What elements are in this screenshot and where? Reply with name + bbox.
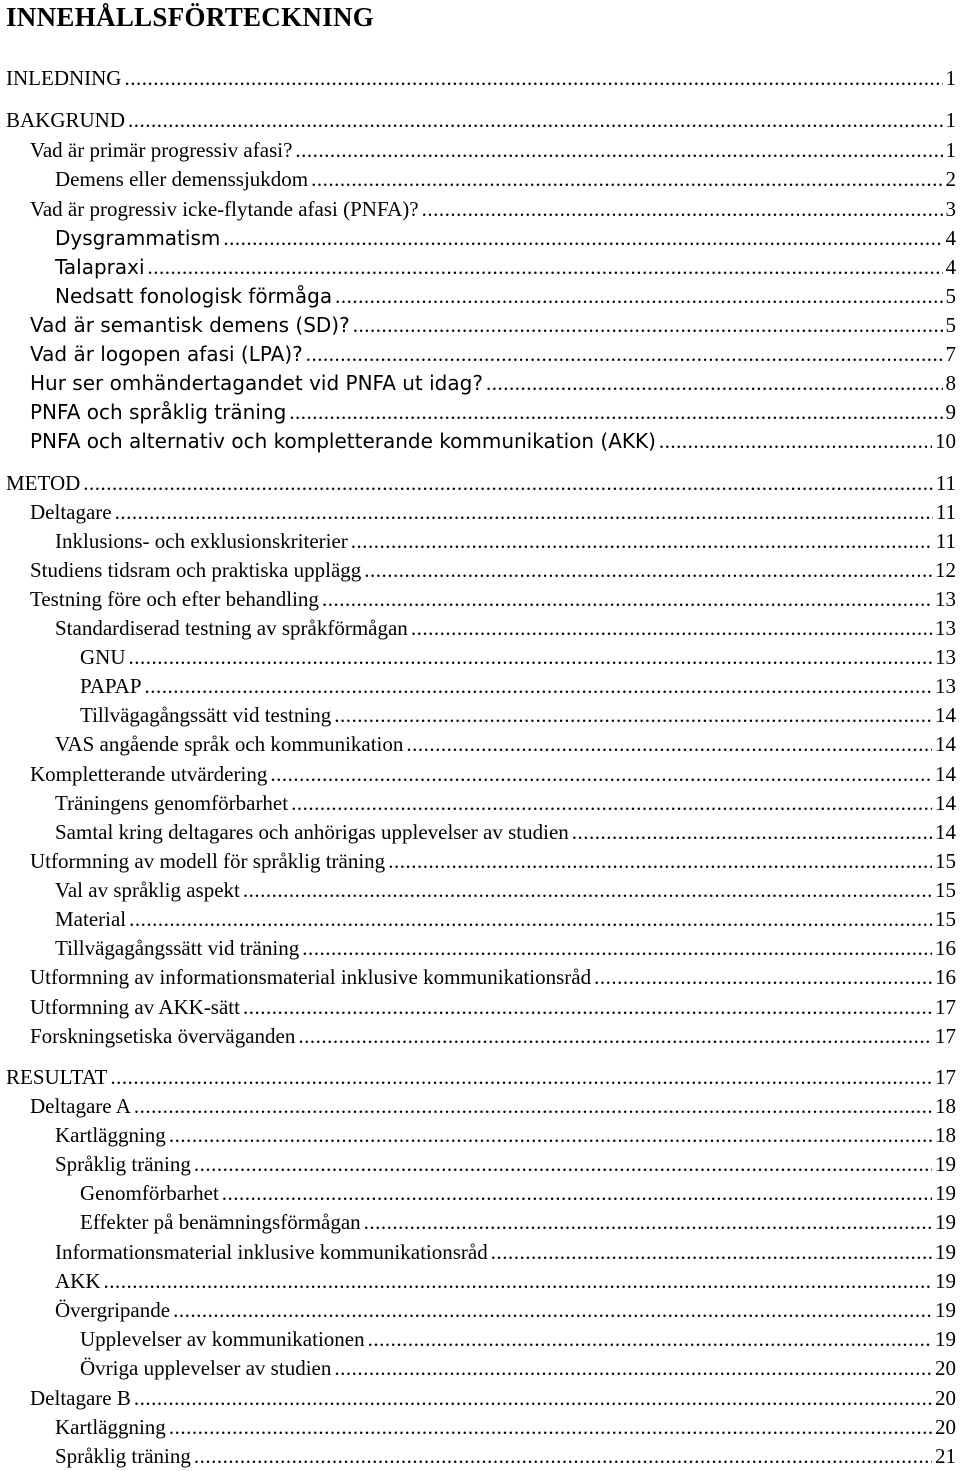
toc-entry xyxy=(30,498,956,527)
dot-leader xyxy=(659,427,932,456)
dot-leader xyxy=(351,527,933,556)
toc-entry-title: PNFA och alternativ och kompletterande kommunikation (AKK) xyxy=(30,429,656,453)
toc-entry xyxy=(30,760,956,789)
toc-entry-title: Tillvägagångssätt vid träning xyxy=(55,936,300,960)
toc-entry-title: Inklusions- och exklusionskriterier xyxy=(55,529,348,553)
toc-entry xyxy=(30,847,956,876)
toc-entry-page-number: 15 xyxy=(935,878,956,902)
toc-entry-title: Upplevelser av kommunikationen xyxy=(80,1327,365,1351)
toc-entry xyxy=(30,136,956,165)
dot-leader xyxy=(148,253,943,282)
toc-entry-title: RESULTAT xyxy=(6,1065,108,1089)
toc-entry-page-number: 17 xyxy=(935,1024,956,1048)
toc-entry-page-number: 17 xyxy=(935,1065,956,1089)
toc-entry-title: Vad är logopen afasi (LPA)? xyxy=(30,342,303,366)
toc-entry-page-number: 19 xyxy=(935,1181,956,1205)
toc-entry xyxy=(55,1121,956,1150)
toc-entry-title: Kompletterande utvärdering xyxy=(30,762,268,786)
toc-entry-title: Val av språklig aspekt xyxy=(55,878,240,902)
toc-entry-page-number: 16 xyxy=(935,965,956,989)
dot-leader xyxy=(115,498,933,527)
toc-entry-page-number: 14 xyxy=(935,732,956,756)
toc-entry-page-number: 21 xyxy=(935,1444,956,1468)
toc-entry-title: Deltagare A xyxy=(30,1094,131,1118)
toc-entry xyxy=(80,1354,956,1383)
dot-leader xyxy=(243,876,932,905)
toc-entry-page-number: 11 xyxy=(935,529,956,553)
toc-entry xyxy=(55,253,956,282)
toc-entry xyxy=(55,934,956,963)
dot-leader xyxy=(302,934,932,963)
dot-leader xyxy=(335,282,942,311)
toc-entry xyxy=(30,427,956,456)
dot-leader xyxy=(406,730,932,759)
toc-entry-title: Vad är primär progressiv afasi? xyxy=(30,138,293,162)
dot-leader xyxy=(223,224,942,253)
toc-entry-page-number: 4 xyxy=(945,255,956,279)
dot-leader xyxy=(422,195,943,224)
toc-entry-title: Övriga upplevelser av studien xyxy=(80,1356,332,1380)
toc-entry-title: Deltagare xyxy=(30,500,112,524)
toc-entry-title: Deltagare B xyxy=(30,1386,131,1410)
toc-entry xyxy=(55,789,956,818)
toc-entry xyxy=(55,1296,956,1325)
toc-entry xyxy=(55,730,956,759)
toc-entry-title: INLEDNING xyxy=(6,66,122,90)
dot-leader xyxy=(491,1238,932,1267)
toc-entry-page-number: 12 xyxy=(935,558,956,582)
dot-leader xyxy=(270,760,932,789)
toc-entry-page-number: 11 xyxy=(935,471,956,495)
toc-entry-title: Informationsmaterial inklusive kommunikationsråd xyxy=(55,1240,488,1264)
dot-leader xyxy=(322,585,932,614)
toc-entry-page-number: 9 xyxy=(945,400,956,424)
toc-entry-title: Vad är semantisk demens (SD)? xyxy=(30,313,350,337)
dot-leader xyxy=(388,847,932,876)
toc-entry xyxy=(30,1384,956,1413)
page-title: INNEHÅLLSFÖRTECKNING xyxy=(6,2,375,32)
toc-entry xyxy=(30,340,956,369)
toc-entry xyxy=(55,876,956,905)
toc-entry-page-number: 14 xyxy=(935,703,956,727)
toc-entry xyxy=(30,556,956,585)
toc-entry-page-number: 2 xyxy=(945,167,956,191)
dot-leader xyxy=(364,556,932,585)
dot-leader xyxy=(594,963,932,992)
toc-entry-title: Övergripande xyxy=(55,1298,171,1322)
toc-entry-title: Studiens tidsram och praktiska upplägg xyxy=(30,558,362,582)
toc-entry-page-number: 20 xyxy=(935,1415,956,1439)
dot-leader xyxy=(145,672,932,701)
toc-entry-title: Utformning av AKK-sätt xyxy=(30,995,240,1019)
dot-leader xyxy=(129,905,932,934)
toc-entry xyxy=(55,818,956,847)
toc-entry-title: Utformning av modell för språklig träning xyxy=(30,849,386,873)
dot-leader xyxy=(222,1179,932,1208)
toc-entry-page-number: 8 xyxy=(945,371,956,395)
toc-entry-page-number: 18 xyxy=(935,1123,956,1147)
toc-entry-title: Hur ser omhändertagandet vid PNFA ut idag? xyxy=(30,371,483,395)
dot-leader xyxy=(298,1022,932,1051)
toc-entry-page-number: 7 xyxy=(945,342,956,366)
toc-entry xyxy=(30,398,956,427)
toc-entry-title: Dysgrammatism xyxy=(55,226,221,250)
toc-entry-page-number: 3 xyxy=(945,197,956,221)
toc-entry-title: Testning före och efter behandling xyxy=(30,587,319,611)
dot-leader xyxy=(364,1208,932,1237)
toc-entry-title: Kartläggning xyxy=(55,1123,166,1147)
dot-leader xyxy=(169,1413,932,1442)
dot-leader xyxy=(134,1092,932,1121)
toc-entry xyxy=(80,643,956,672)
toc-entry-title: Språklig träning xyxy=(55,1444,191,1468)
toc-entry xyxy=(6,106,956,135)
toc-entry-title: Tillvägagångssätt vid testning xyxy=(80,703,332,727)
toc-entry-title: Forskningsetiska överväganden xyxy=(30,1024,296,1048)
toc-entry-title: Demens eller demenssjukdom xyxy=(55,167,309,191)
toc-entry xyxy=(30,1092,956,1121)
toc-entry-title: BAKGRUND xyxy=(6,108,126,132)
toc-entry xyxy=(30,311,956,340)
dot-leader xyxy=(289,398,942,427)
dot-leader xyxy=(104,1267,933,1296)
dot-leader xyxy=(353,311,943,340)
toc-entry xyxy=(30,1022,956,1051)
toc-entry-page-number: 13 xyxy=(935,616,956,640)
dot-leader xyxy=(334,701,932,730)
dot-leader xyxy=(134,1384,932,1413)
toc-entry xyxy=(55,1442,956,1471)
toc-entry-page-number: 15 xyxy=(935,907,956,931)
toc-entry-title: Standardiserad testning av språkförmågan xyxy=(55,616,408,640)
toc-entry-page-number: 5 xyxy=(945,284,956,308)
dot-leader xyxy=(368,1325,932,1354)
dot-leader xyxy=(486,369,943,398)
toc-entry xyxy=(55,905,956,934)
dot-leader xyxy=(169,1121,932,1150)
dot-leader xyxy=(194,1442,932,1471)
toc-entry-page-number: 13 xyxy=(935,645,956,669)
toc-entry-title: Språklig träning xyxy=(55,1152,191,1176)
toc-entry xyxy=(30,369,956,398)
toc-entry xyxy=(55,1267,956,1296)
toc-entry-page-number: 1 xyxy=(945,108,956,132)
dot-leader xyxy=(291,789,932,818)
toc-entry-title: Genomförbarhet xyxy=(80,1181,219,1205)
toc-entry xyxy=(55,614,956,643)
toc-entry-title: PNFA och språklig träning xyxy=(30,400,287,424)
toc-entry xyxy=(6,469,956,498)
dot-leader xyxy=(306,340,943,369)
toc-entry-page-number: 19 xyxy=(935,1269,956,1293)
toc-entry-title: Utformning av informationsmaterial inklusive kommunikationsråd xyxy=(30,965,592,989)
dot-leader xyxy=(110,1063,932,1092)
toc-entry-title: Träningens genomförbarhet xyxy=(55,791,289,815)
toc-entry xyxy=(30,195,956,224)
toc-entry xyxy=(30,993,956,1022)
toc-entry-title: Samtal kring deltagares och anhörigas upplevelser av studien xyxy=(55,820,569,844)
dot-leader xyxy=(334,1354,932,1383)
toc-entry-page-number: 20 xyxy=(935,1356,956,1380)
dot-leader xyxy=(243,993,932,1022)
toc-entry-page-number: 5 xyxy=(945,313,956,337)
toc-entry-page-number: 11 xyxy=(935,500,956,524)
toc-entry-title: PAPAP xyxy=(80,674,142,698)
toc-entry xyxy=(80,1208,956,1237)
dot-leader xyxy=(173,1296,932,1325)
toc-entry-title: METOD xyxy=(6,471,81,495)
toc-entry-page-number: 1 xyxy=(945,138,956,162)
toc-entry-page-number: 19 xyxy=(935,1327,956,1351)
toc-entry-page-number: 19 xyxy=(935,1298,956,1322)
toc-entry-page-number: 14 xyxy=(935,820,956,844)
toc-entry-title: Talapraxi xyxy=(55,255,145,279)
toc-entry-title: Kartläggning xyxy=(55,1415,166,1439)
toc-entry-title: AKK xyxy=(55,1269,101,1293)
toc-entry xyxy=(30,963,956,992)
toc-entry-page-number: 15 xyxy=(935,849,956,873)
toc-entry xyxy=(55,224,956,253)
dot-leader xyxy=(129,643,933,672)
toc-entry xyxy=(55,527,956,556)
dot-leader xyxy=(128,106,942,135)
toc-entry-page-number: 19 xyxy=(935,1240,956,1264)
dot-leader xyxy=(311,165,942,194)
toc-entry-page-number: 10 xyxy=(935,429,956,453)
toc-entry xyxy=(55,1413,956,1442)
toc-entry-page-number: 20 xyxy=(935,1386,956,1410)
toc-entry xyxy=(80,1325,956,1354)
toc-entry xyxy=(6,64,956,93)
dot-leader xyxy=(194,1150,932,1179)
toc-entry-title: Nedsatt fonologisk förmåga xyxy=(55,284,333,308)
toc-entry-title: Material xyxy=(55,907,127,931)
dot-leader xyxy=(124,64,942,93)
toc-entry xyxy=(55,282,956,311)
toc-entry-page-number: 14 xyxy=(935,791,956,815)
dot-leader xyxy=(572,818,932,847)
toc-entry xyxy=(55,1150,956,1179)
toc-entry xyxy=(80,672,956,701)
toc-entry-page-number: 13 xyxy=(935,587,956,611)
toc-entry-page-number: 17 xyxy=(935,995,956,1019)
toc-entry-page-number: 1 xyxy=(945,66,956,90)
toc-entry xyxy=(80,701,956,730)
toc-entry-title: Effekter på benämningsförmågan xyxy=(80,1210,361,1234)
toc-entry-title: Vad är progressiv icke-flytande afasi (PNFA)? xyxy=(30,197,419,221)
toc-entry-page-number: 19 xyxy=(935,1152,956,1176)
toc-entry xyxy=(6,1063,956,1092)
toc-entry xyxy=(55,1238,956,1267)
toc-entry xyxy=(55,165,956,194)
toc-entry-page-number: 13 xyxy=(935,674,956,698)
toc-entry xyxy=(30,585,956,614)
toc-entry xyxy=(80,1179,956,1208)
toc-entry-title: GNU xyxy=(80,645,126,669)
toc-entry-title: VAS angående språk och kommunikation xyxy=(55,732,404,756)
dot-leader xyxy=(411,614,932,643)
dot-leader xyxy=(83,469,932,498)
toc-entry-page-number: 19 xyxy=(935,1210,956,1234)
toc-entry-page-number: 14 xyxy=(935,762,956,786)
toc-entry-page-number: 18 xyxy=(935,1094,956,1118)
toc-entry-page-number: 4 xyxy=(945,226,956,250)
toc-entry-page-number: 16 xyxy=(935,936,956,960)
dot-leader xyxy=(295,136,942,165)
